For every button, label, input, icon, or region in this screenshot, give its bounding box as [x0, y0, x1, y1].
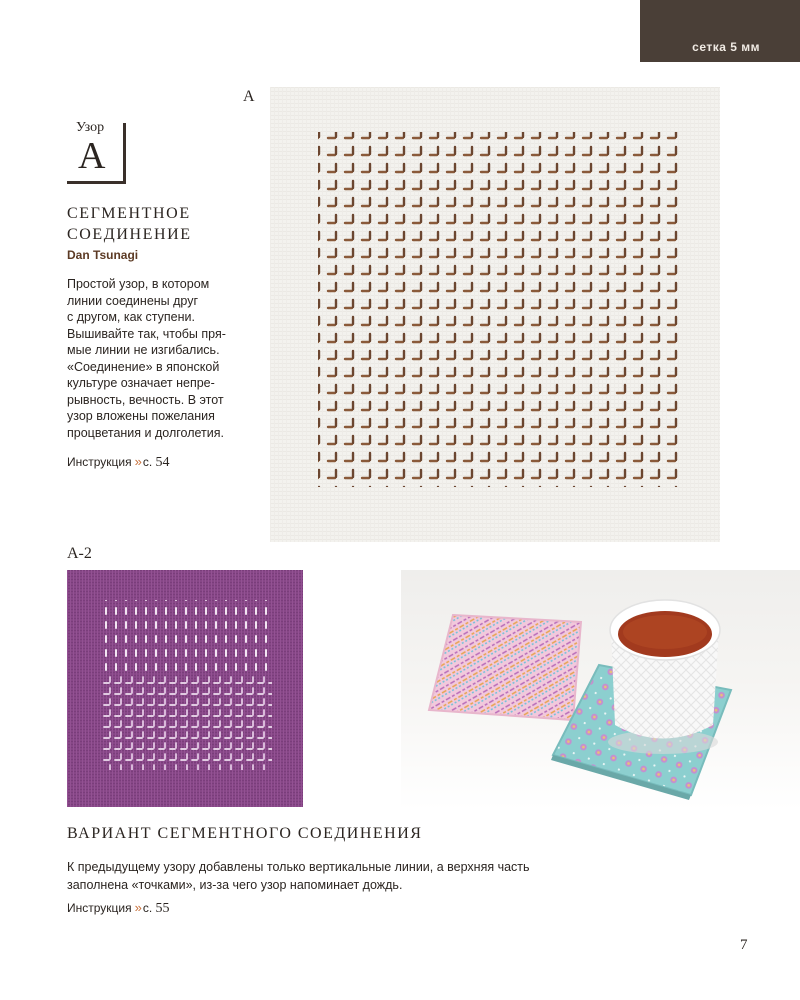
page-ref: 55	[155, 901, 170, 916]
desc-line: культуре означает непре-	[67, 376, 215, 390]
pattern-a2-image	[67, 570, 303, 807]
desc-line: мые линии не изгибались.	[67, 343, 220, 357]
pattern-title	[67, 203, 247, 245]
variant-label: A-2	[67, 545, 92, 562]
instruction-link-a2[interactable]	[67, 900, 170, 917]
instruction-link-a[interactable]	[67, 454, 170, 471]
variant-title: ВАРИАНТ СЕГМЕНТНОГО СОЕДИНЕНИЯ	[67, 825, 423, 842]
pattern-subtitle: Dan Tsunagi	[67, 248, 139, 262]
page-prefix: с.	[142, 901, 153, 915]
photo-a-label: A	[243, 88, 255, 105]
pattern-title-line2: СОЕДИНЕНИЕ	[67, 226, 192, 243]
pattern-badge-word: Узор	[76, 120, 105, 135]
desc-line: Вышивайте так, чтобы пря-	[67, 326, 226, 341]
variant-text-line: заполнена «точками», из-за чего узор напоминает дождь.	[67, 878, 403, 892]
pattern-title-line1: СЕГМЕНТНОЕ	[67, 205, 191, 222]
desc-line: Простой узор, в котором	[67, 277, 210, 291]
desc-line: узор вложены пожелания	[67, 409, 215, 423]
pattern-badge-letter: A	[78, 135, 106, 177]
photo-coasters	[401, 570, 800, 810]
grid-size-tag	[640, 0, 800, 62]
coasters-cup-image	[401, 570, 800, 810]
desc-line: процветания и долголетия.	[67, 425, 224, 440]
pattern-a-image	[270, 87, 720, 542]
variant-text-line: К предыдущему узору добавлены только вертикальные линии, а верхняя часть	[67, 860, 530, 874]
badge-frame-horizontal	[67, 181, 126, 184]
page-ref: 54	[155, 455, 170, 470]
variant-text	[67, 858, 567, 894]
page-number: 7	[740, 937, 748, 953]
grid-size-text: сетка 5 мм	[692, 40, 760, 54]
badge-frame-vertical	[123, 123, 126, 184]
photo-a	[270, 87, 720, 542]
chevron-right-icon: »	[134, 900, 139, 915]
instruction-label: Инструкция	[67, 455, 132, 469]
desc-line: «Соединение» в японской	[67, 359, 220, 374]
photo-a2	[67, 570, 303, 807]
desc-line: рывность, вечность. В этот	[67, 392, 224, 407]
pattern-badge	[67, 120, 125, 184]
page-prefix: с.	[142, 455, 153, 469]
instruction-label: Инструкция	[67, 901, 132, 915]
pattern-description	[67, 276, 247, 441]
chevron-right-icon: »	[134, 454, 139, 469]
desc-line: с другом, как ступени.	[67, 310, 195, 324]
desc-line: линии соединены друг	[67, 293, 199, 308]
